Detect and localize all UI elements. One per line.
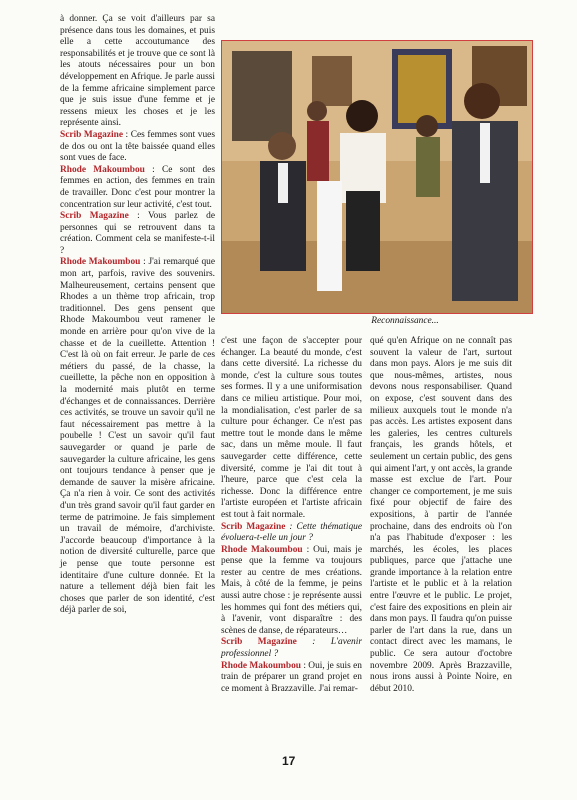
text-column-3 — [370, 336, 512, 695]
speaker-label: Scrib Magazine — [221, 521, 286, 532]
paragraph: Scrib Magazine : L'avenir professionnel ? — [221, 637, 362, 660]
paragraph: à donner. Ça se voit d'ailleurs par sa présence dans tous les domaines, et puis elle a cette accoutumance des responsabilités et je trouve que ce sont là les atouts nécessaires pour un bon développement en Afrique. Je parle aussi de la femme africaine simplement parce que je suis issue d'une femme et je ressens mieux les choses et je les représente ainsi. — [60, 14, 215, 129]
speaker-label: Rhode Makoumbou — [60, 164, 145, 175]
speaker-label: Rhode Makoumbou — [221, 660, 301, 671]
paragraph: Scrib Magazine : Cette thématique évoluera-t-elle un jour ? — [221, 521, 362, 544]
speaker-label: Scrib Magazine — [221, 637, 297, 648]
text-column-2 — [221, 336, 362, 695]
paragraph: c'est une façon de s'accepter pour échanger. La beauté du monde, c'est dans cette diversité. La richesse du monde, c'est la culture sous toutes ses formes. Il y a une uniformisation dans ce milieu artistique. Pour moi, la mondialisation, c'est parler de sa culture pour échanger. Ce n'est pas mettre tout le monde dans le même sac, dans un même moule. Il faut sauvegarder cette différence, cette diversité, comme je l'ai dit tout à l'heure, parce que c'est cela la richesse. Donc la différence entre l'artiste européen et l'artiste africain est tout à fait normale. — [221, 336, 362, 520]
paragraph: Rhode Makoumbou : Oui, mais je pense que la femme va toujours rester au centre de mes créations. Mais, à côté de la femme, je peins aussi autre chose : je représente aussi les hommes qui font des métiers qui, à l'avenir, vont disparaître : des scènes de danse, de réparateurs… — [221, 544, 363, 636]
speaker-label: Rhode Makoumbou — [221, 544, 303, 555]
paragraph: Scrib Magazine : Ces femmes sont vues de dos ou ont la tête baissée quand elles sont vues de face. — [60, 129, 215, 164]
speaker-label: Scrib Magazine — [60, 129, 123, 140]
text-column-1 — [60, 14, 215, 617]
photo-illustration — [222, 41, 532, 313]
photo-caption: Reconnaissance... — [371, 316, 439, 326]
event-photo — [221, 40, 533, 314]
speaker-label: Rhode Makoumbou — [60, 257, 141, 268]
page-number: 17 — [282, 754, 296, 768]
speaker-label: Scrib Magazine — [60, 211, 129, 222]
paragraph: Rhode Makoumbou : Ce sont des femmes en action, des femmes en train de travailler. Donc c'est pour montrer la concentration sur leur activité, c'est tout. — [60, 164, 215, 210]
paragraph: Rhode Makoumbou : Oui, je suis en train de préparer un grand projet en ce moment à Brazzaville. J'ai remar- — [221, 660, 362, 694]
paragraph: Rhode Makoumbou : J'ai remarqué que mon art, parfois, ravive des souvenirs. Malheureusement, certains pensent que Rhodes a un thème trop africain, trop traditionnel. Des gens pensent que Rhode Makoumbou veut ramener le monde en arrière pour qu'on vive de la chasse et de la cueillette. Attention ! C'est là où on fait erreur. Je parle de ces métiers du passé, de la chasse, la cueillette, la pêche non en opposition à la modernité mais plutôt en terme d'échanges et de connaissances. Derrière ces activités, se trouve un savoir qu'il ne faut nécessairement pas mettre à la poubelle ! C'est un savoir qu'il faut sauvegarder or quand je parle de sauvegarder la culture africaine, les gens ont toujours tendance à penser que je demande de sauver la misère africaine. Ça n'a rien à voir. Ce sont des activités d'un très grand savoir qu'il faut garder en terme de patrimoine. Je fais simplement un travail de mémoire, d'archiviste. J'accorde beaucoup d'importance à la notion de diversité culturelle, parce que je pense que toute personne est identitaire d'une culture donnée. Et la nature a tellement déjà bien fait les choses que parler de son identité, c'est déjà parler de soi, — [60, 257, 216, 616]
paragraph: Scrib Magazine : Vous parlez de personnes qui se retrouvent dans ta création. Comment cela se manifeste-t-il ? — [60, 211, 215, 256]
paragraph: qué qu'en Afrique on ne connaît pas souvent la valeur de l'art, surtout dans mon pays. Alors je me suis dit que nous-mêmes, artistes, nous devons nous responsabiliser. Quand on expose, c'est souvent dans des milieux auxquels tout le monde n'a pas accès. Les artistes exposent dans les galeries, les centres culturels français, les grands hôtels, et seulement un certain public, des gens qui aiment l'art, y ont accès, la grande masse est exclue de l'art. Pour changer ce comportement, je me suis fixé pour objectif de faire des expositions, à partir de l'année prochaine, dans des endroits où l'on n'a pas l'habitude d'exposer : les marchés, les écoles, les places publiques, parce que j'attache une grande importance à la relation entre l'artiste et le public et à la relation entre l'œuvre et le public. Le projet, c'est faire des expositions en plein air dans mon pays. Il faudra qu'on puisse parler de l'art dans la rue, dans un contact direct avec les mamans, le public. Ce sera autour d'octobre novembre 2009. Après Brazzaville, nous irons aussi à Pointe Noire, en début 2010. — [370, 336, 512, 694]
